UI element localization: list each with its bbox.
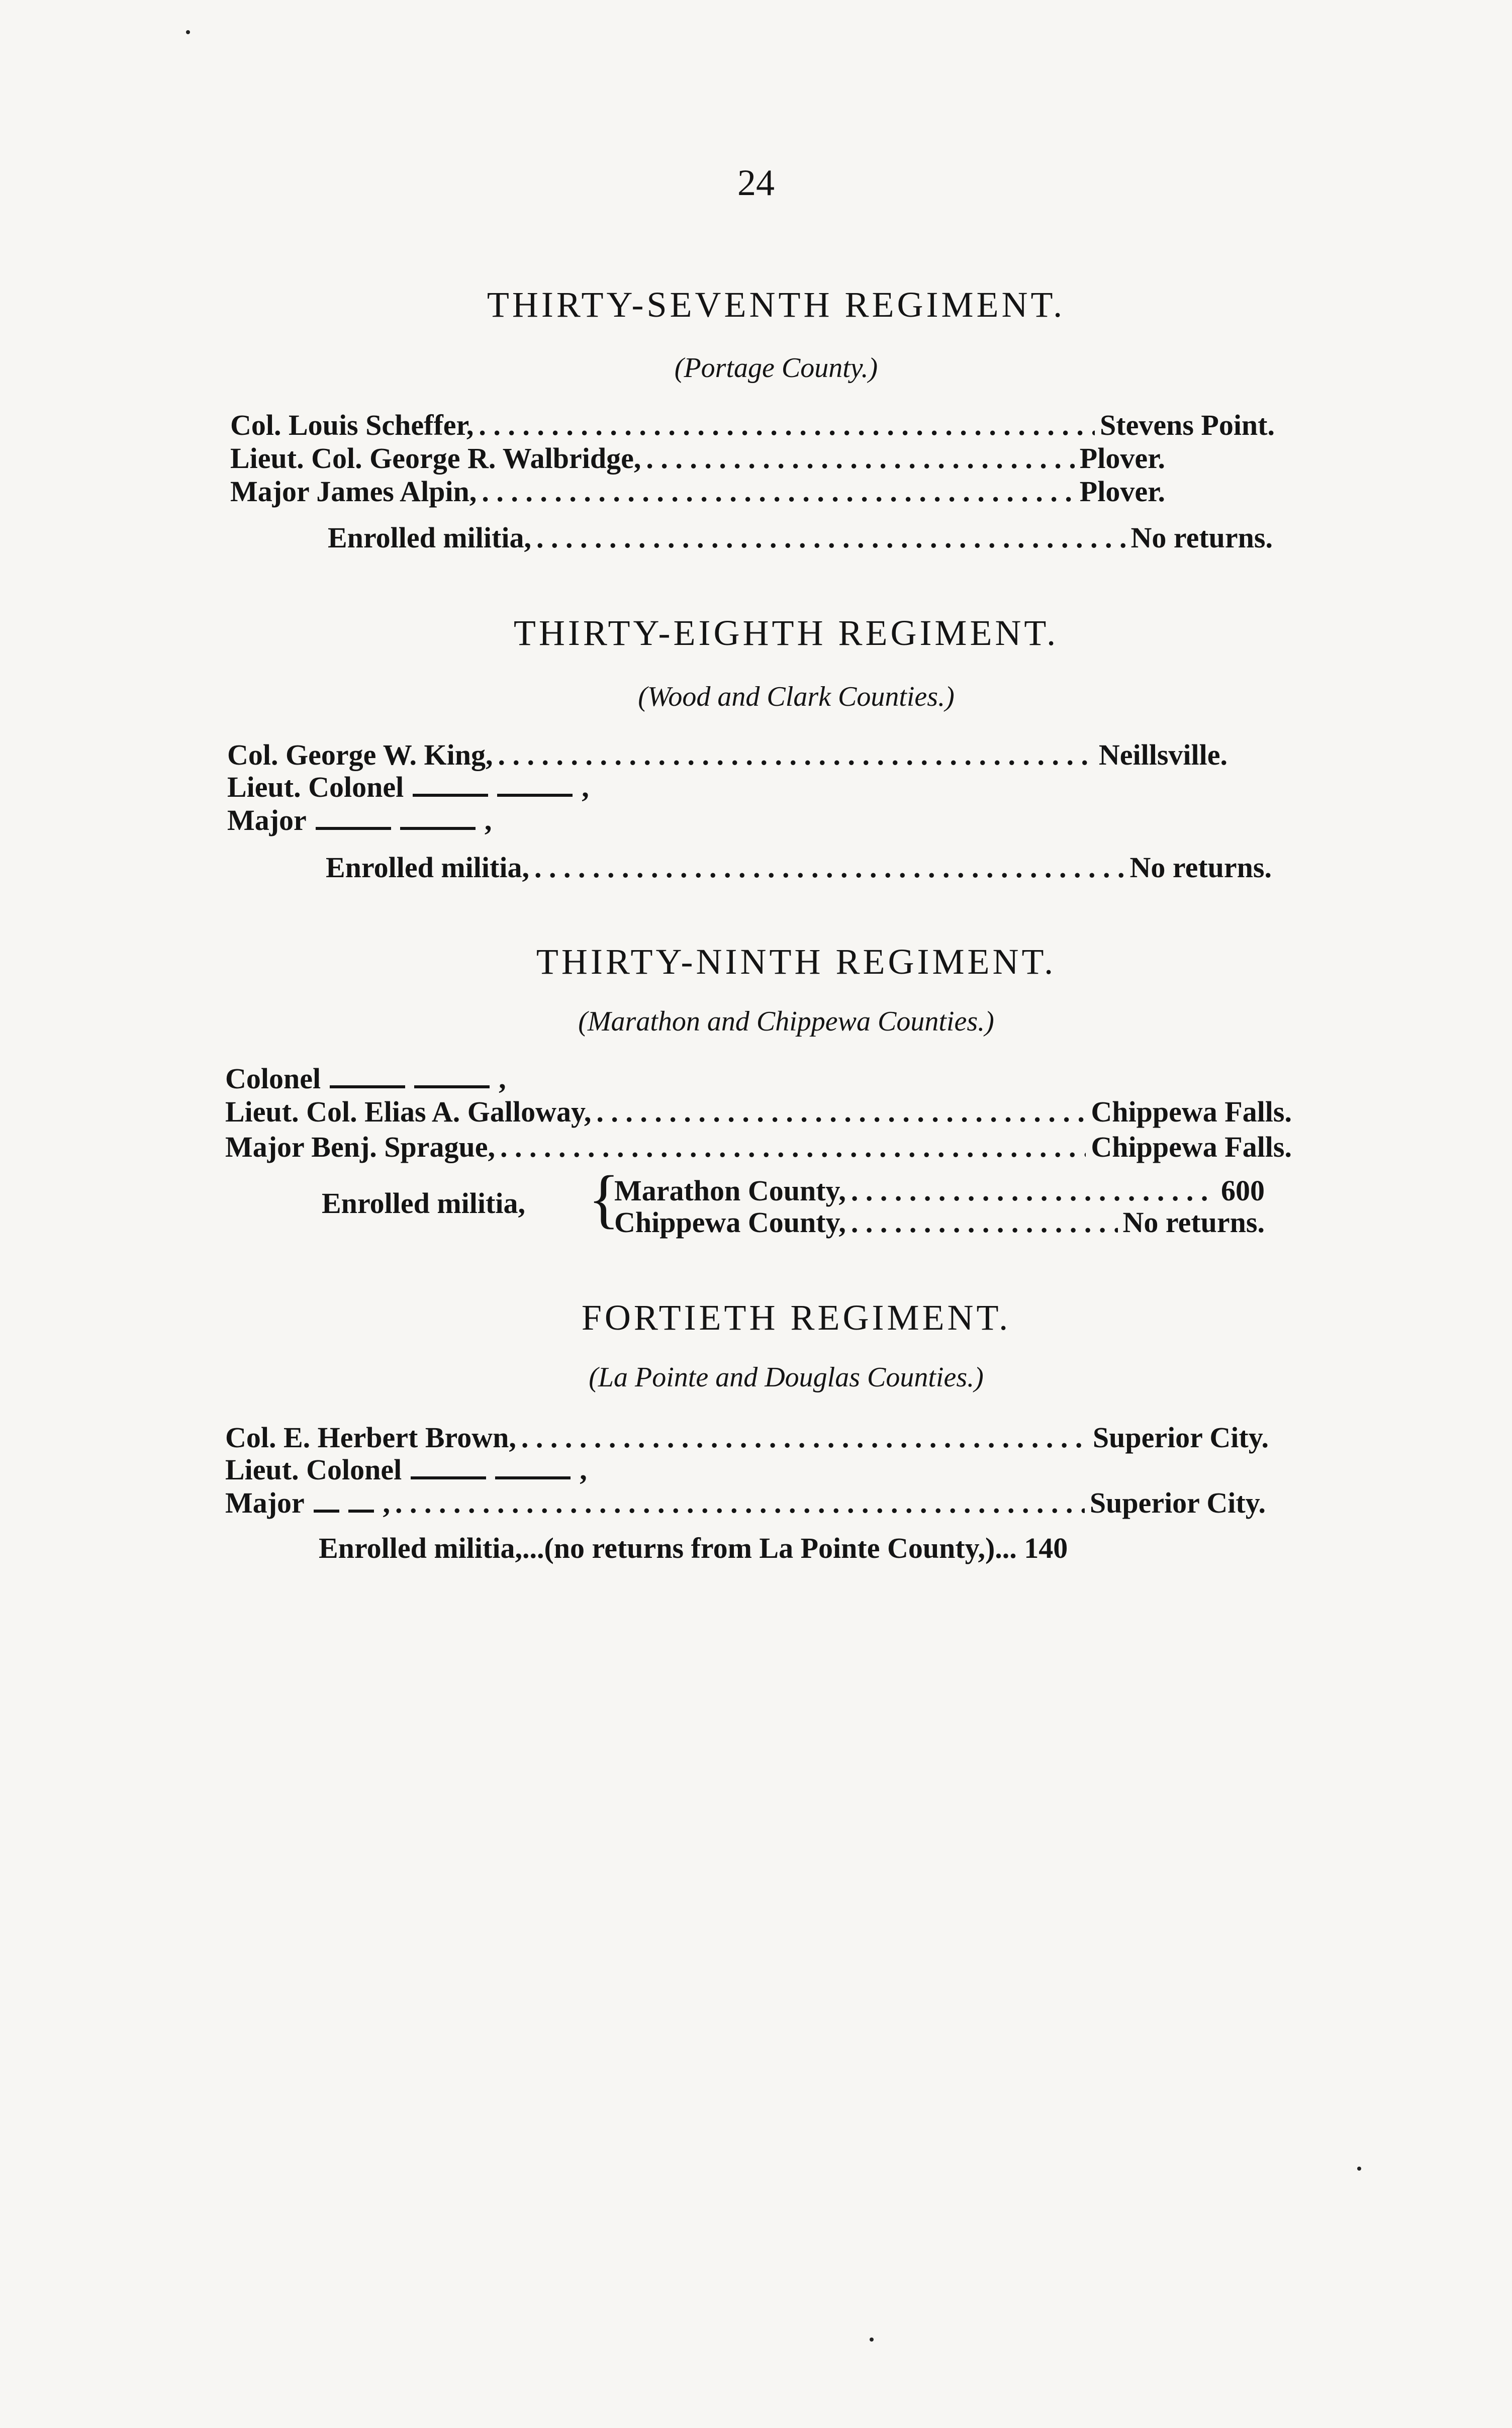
dot-leader <box>851 1205 1118 1239</box>
dot-leader <box>498 738 1093 772</box>
officer-place: Superior City. <box>1092 1421 1269 1454</box>
scan-speck <box>186 30 190 34</box>
comma: , <box>499 1062 506 1095</box>
blank-line <box>413 794 488 797</box>
comma: , <box>582 771 589 803</box>
officer-name: Col. George W. King, <box>227 738 493 771</box>
officer-row <box>230 475 1165 510</box>
militia-entry <box>614 1174 1265 1209</box>
page-number: 24 <box>737 162 775 204</box>
officer-row <box>225 1421 1269 1456</box>
officer-name: Major Benj. Sprague, <box>225 1131 496 1163</box>
section-heading: THIRTY-SEVENTH REGIMENT. <box>487 285 1066 325</box>
section-heading: THIRTY-NINTH REGIMENT. <box>536 942 1057 982</box>
officer-name: Lieut. Colonel <box>225 1453 402 1486</box>
officer-place: Plover. <box>1079 442 1165 475</box>
section-counties: (Wood and Clark Counties.) <box>638 681 955 712</box>
militia-value: 600 <box>1221 1174 1265 1207</box>
officer-name: Col. E. Herbert Brown, <box>225 1421 516 1454</box>
militia-label: Enrolled militia, <box>322 1187 525 1220</box>
officer-row <box>230 441 1165 477</box>
militia-label: Enrolled militia, <box>326 851 529 884</box>
officer-place: Stevens Point. <box>1100 409 1275 441</box>
dot-leader <box>482 475 1074 508</box>
officer-row <box>225 1062 627 1097</box>
officer-name: Major <box>225 1486 305 1519</box>
militia-row <box>328 521 1273 556</box>
section-counties: (Marathon and Chippewa Counties.) <box>578 1006 994 1037</box>
blank-line <box>400 827 476 830</box>
officer-row <box>225 1453 728 1488</box>
blank-line <box>314 1510 339 1513</box>
militia-entry <box>614 1205 1265 1241</box>
officer-name: Col. Louis Scheffer, <box>230 409 474 441</box>
militia-county: Marathon County, <box>614 1174 846 1207</box>
officer-name: Colonel <box>225 1062 321 1095</box>
officer-place: Neillsville. <box>1098 738 1227 771</box>
section-heading: FORTIETH REGIMENT. <box>581 1297 1011 1338</box>
officer-name: Lieut. Colonel <box>227 771 404 803</box>
section-counties: (La Pointe and Douglas Counties.) <box>589 1362 984 1393</box>
officer-row <box>227 770 730 805</box>
scan-speck <box>870 2338 874 2342</box>
dot-leader <box>534 851 1125 884</box>
officer-place: Plover. <box>1079 475 1165 508</box>
officer-name: Lieut. Col. Elias A. Galloway, <box>225 1095 592 1128</box>
militia-row <box>326 851 1272 886</box>
comma: , <box>484 804 492 836</box>
officer-row <box>225 1095 1292 1130</box>
militia-label: Enrolled militia, <box>328 521 531 554</box>
dot-leader <box>851 1174 1216 1207</box>
blank-line <box>348 1510 374 1513</box>
brace: { <box>588 1163 620 1235</box>
dot-leader <box>646 441 1074 475</box>
officer-place: Superior City. <box>1089 1486 1266 1519</box>
scan-speck <box>1357 2167 1361 2171</box>
officer-row <box>230 408 1275 443</box>
dot-leader <box>521 1421 1088 1454</box>
officer-name: Lieut. Col. George R. Walbridge, <box>230 442 641 475</box>
militia-value: No returns. <box>1130 521 1273 554</box>
comma: , <box>383 1486 391 1519</box>
blank-line <box>497 794 573 797</box>
blank-line <box>411 1476 486 1479</box>
officer-row <box>225 1130 1292 1165</box>
officer-row <box>227 803 629 838</box>
dot-leader <box>500 1130 1086 1164</box>
blank-line <box>414 1085 490 1088</box>
officer-place: Chippewa Falls. <box>1091 1095 1292 1128</box>
dot-leader <box>479 408 1095 442</box>
dot-leader <box>596 1095 1086 1129</box>
militia-value: No returns. <box>1122 1206 1265 1239</box>
section-counties: (Portage County.) <box>674 352 878 384</box>
blank-line <box>495 1476 571 1479</box>
dot-leader <box>395 1486 1085 1520</box>
section-heading: THIRTY-EIGHTH REGIMENT. <box>513 613 1059 653</box>
officer-name: Major James Alpin, <box>230 475 477 508</box>
militia-value: No returns. <box>1129 851 1272 884</box>
officer-row <box>225 1486 1266 1521</box>
militia-county: Chippewa County, <box>614 1206 846 1239</box>
dot-leader <box>536 521 1126 554</box>
officer-row <box>227 738 1227 773</box>
militia-line: Enrolled militia,...(no returns from La Pointe County,)... 140 <box>319 1532 1068 1564</box>
blank-line <box>316 827 391 830</box>
comma: , <box>580 1453 587 1486</box>
blank-line <box>330 1085 405 1088</box>
officer-name: Major <box>227 804 307 836</box>
officer-place: Chippewa Falls. <box>1091 1131 1292 1163</box>
